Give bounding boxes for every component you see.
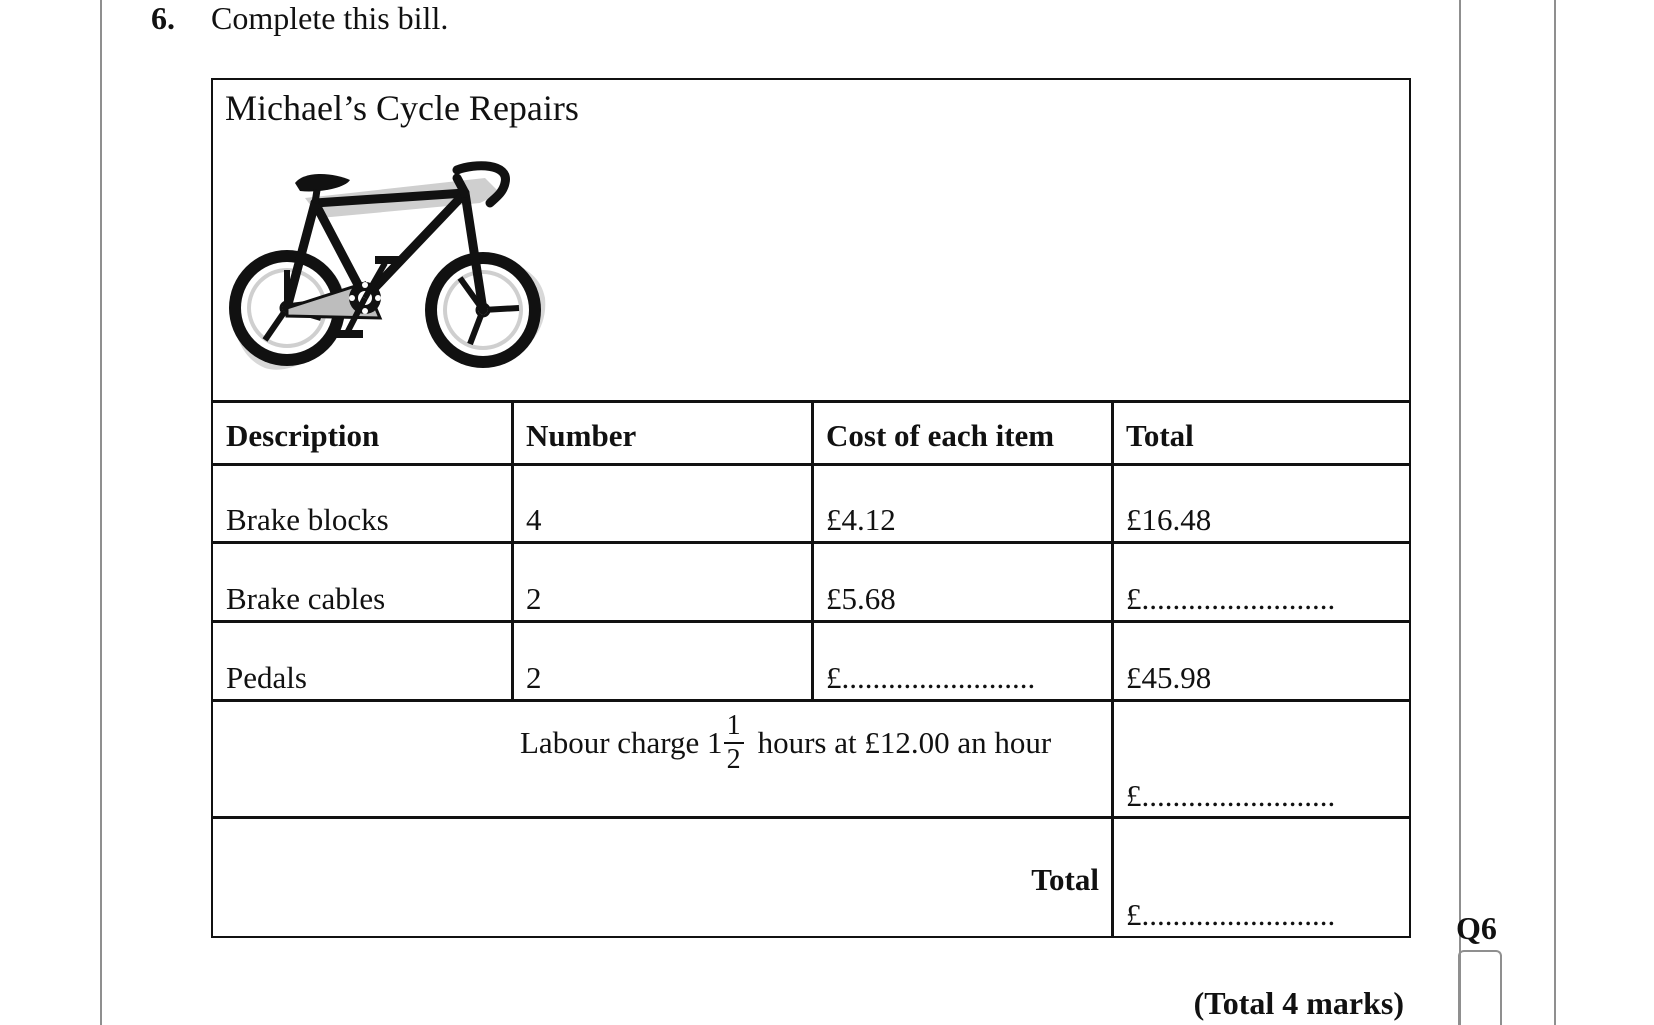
row-cost: £5.68 [826, 581, 896, 616]
fraction-denominator: 2 [726, 744, 741, 775]
row-total: £45.98 [1126, 660, 1212, 695]
fraction-numerator: 1 [726, 710, 741, 741]
column-rule [1111, 400, 1114, 938]
header-total: Total [1126, 418, 1194, 453]
shop-name: Michael’s Cycle Repairs [225, 88, 579, 128]
bicycle-image [225, 158, 575, 383]
examiner-mark-box [1458, 950, 1502, 1025]
grand-total-label: Total [1031, 862, 1099, 897]
labour-charge-text [520, 712, 1051, 774]
header-description: Description [226, 418, 380, 453]
half-fraction [724, 712, 744, 774]
margin-line [1459, 0, 1461, 1025]
question-number: 6. [151, 0, 175, 36]
page-right-border [1554, 0, 1556, 1025]
row-description: Pedals [226, 660, 307, 695]
column-rule [511, 400, 514, 702]
labour-suffix: hours at £12.00 an hour [757, 725, 1052, 760]
question-instruction: Complete this bill. [211, 0, 449, 36]
header-number: Number [526, 418, 637, 453]
grand-total-answer-blank[interactable]: £......................... [1126, 897, 1336, 932]
labour-total-answer-blank[interactable]: £......................... [1126, 778, 1336, 813]
row-total: £16.48 [1126, 502, 1212, 537]
page-left-border [100, 0, 102, 1025]
header-cost: Cost of each item [826, 418, 1055, 453]
row-cost-answer-blank[interactable]: £......................... [826, 660, 1036, 695]
row-number: 4 [526, 502, 542, 537]
row-number: 2 [526, 581, 542, 616]
row-number: 2 [526, 660, 542, 695]
total-marks: (Total 4 marks) [1193, 985, 1404, 1021]
row-description: Brake cables [226, 581, 386, 616]
margin-question-ref: Q6 [1456, 910, 1497, 946]
labour-prefix: Labour charge 1 [520, 725, 723, 760]
row-cost: £4.12 [826, 502, 896, 537]
column-rule [811, 400, 814, 702]
table-rule [211, 816, 1411, 819]
row-description: Brake blocks [226, 502, 389, 537]
row-total-answer-blank[interactable]: £......................... [1126, 581, 1336, 616]
